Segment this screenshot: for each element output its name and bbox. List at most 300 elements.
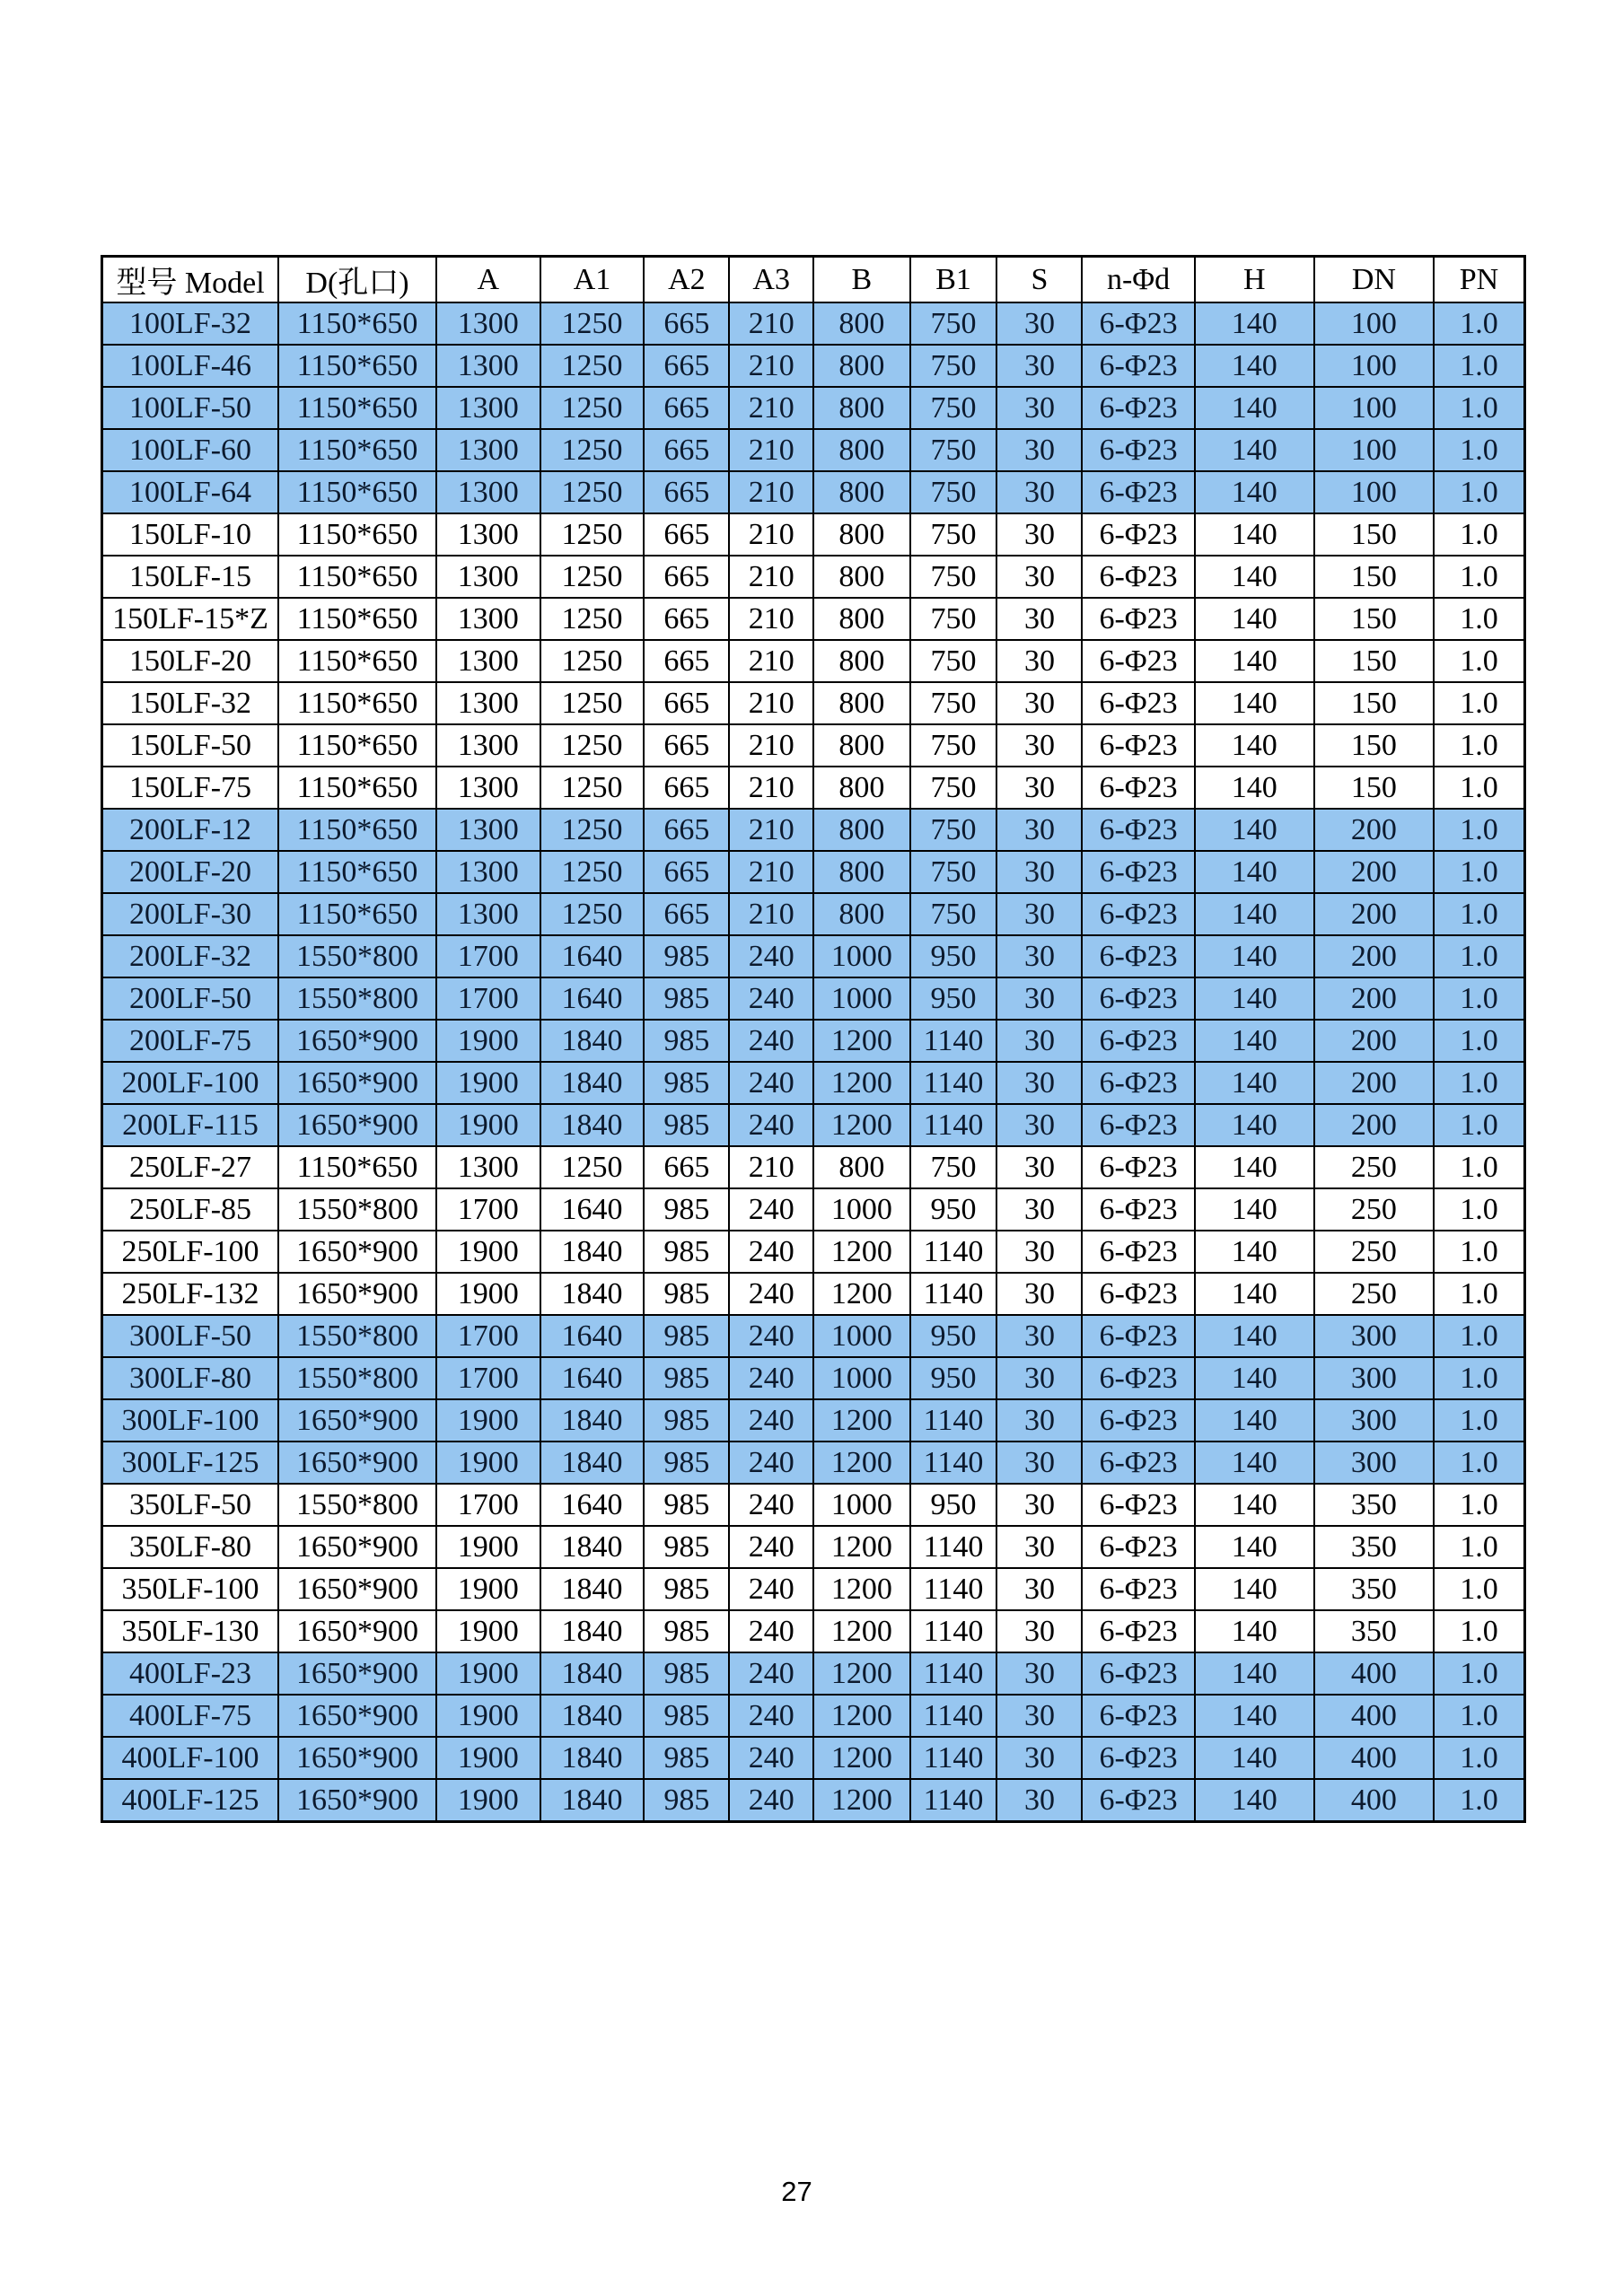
- table-cell: 140: [1195, 302, 1314, 345]
- table-cell: 1250: [540, 640, 645, 682]
- table-cell: 950: [910, 935, 997, 977]
- table-cell: 665: [644, 387, 729, 429]
- table-cell: 400LF-23: [102, 1652, 279, 1695]
- table-cell: 210: [729, 387, 813, 429]
- table-cell: 1840: [540, 1779, 645, 1822]
- table-row: [102, 1737, 1525, 1779]
- table-cell: 150: [1314, 724, 1434, 767]
- table-row: [102, 1695, 1525, 1737]
- table-cell: 665: [644, 471, 729, 513]
- table-cell: 140: [1195, 1568, 1314, 1610]
- table-cell: 1000: [813, 1357, 910, 1399]
- table-cell: 6-Φ23: [1082, 345, 1194, 387]
- table-cell: 400LF-125: [102, 1779, 279, 1822]
- table-cell: 210: [729, 640, 813, 682]
- table-row: [102, 1484, 1525, 1526]
- table-cell: 1.0: [1434, 1526, 1525, 1568]
- table-cell: 240: [729, 1526, 813, 1568]
- table-cell: 140: [1195, 1315, 1314, 1357]
- table-cell: 665: [644, 724, 729, 767]
- table-row: [102, 598, 1525, 640]
- table-cell: 1.0: [1434, 640, 1525, 682]
- table-cell: 1650*900: [278, 1610, 436, 1652]
- column-header: B1: [910, 257, 997, 303]
- table-cell: 100: [1314, 429, 1434, 471]
- table-cell: 1650*900: [278, 1062, 436, 1104]
- table-cell: 1640: [540, 1315, 645, 1357]
- table-cell: 300: [1314, 1399, 1434, 1442]
- table-cell: 1650*900: [278, 1779, 436, 1822]
- table-cell: 210: [729, 471, 813, 513]
- table-cell: 1.0: [1434, 513, 1525, 556]
- table-cell: 985: [644, 1273, 729, 1315]
- column-header: A: [436, 257, 540, 303]
- table-cell: 665: [644, 302, 729, 345]
- table-cell: 210: [729, 302, 813, 345]
- table-cell: 140: [1195, 1062, 1314, 1104]
- table-cell: 1.0: [1434, 556, 1525, 598]
- table-row: [102, 893, 1525, 935]
- table-cell: 1150*650: [278, 682, 436, 724]
- table-cell: 800: [813, 682, 910, 724]
- table-cell: 6-Φ23: [1082, 1273, 1194, 1315]
- table-cell: 240: [729, 1273, 813, 1315]
- table-cell: 1200: [813, 1568, 910, 1610]
- table-cell: 140: [1195, 977, 1314, 1020]
- table-cell: 6-Φ23: [1082, 1399, 1194, 1442]
- table-cell: 30: [996, 767, 1082, 809]
- table-cell: 210: [729, 809, 813, 851]
- table-cell: 1250: [540, 429, 645, 471]
- table-cell: 1140: [910, 1062, 997, 1104]
- table-cell: 1300: [436, 471, 540, 513]
- table-row: [102, 767, 1525, 809]
- table-cell: 100LF-64: [102, 471, 279, 513]
- table-cell: 665: [644, 429, 729, 471]
- table-cell: 150: [1314, 556, 1434, 598]
- table-cell: 985: [644, 1315, 729, 1357]
- table-cell: 750: [910, 724, 997, 767]
- table-cell: 1900: [436, 1695, 540, 1737]
- table-cell: 250LF-132: [102, 1273, 279, 1315]
- table-cell: 240: [729, 935, 813, 977]
- column-header: B: [813, 257, 910, 303]
- table-row: [102, 1231, 1525, 1273]
- table-cell: 350: [1314, 1526, 1434, 1568]
- table-cell: 1.0: [1434, 1062, 1525, 1104]
- table-cell: 1640: [540, 1484, 645, 1526]
- table-cell: 140: [1195, 513, 1314, 556]
- table-cell: 100: [1314, 302, 1434, 345]
- table-cell: 1150*650: [278, 387, 436, 429]
- table-cell: 1900: [436, 1104, 540, 1146]
- table-cell: 1150*650: [278, 851, 436, 893]
- table-cell: 1250: [540, 471, 645, 513]
- table-cell: 1150*650: [278, 302, 436, 345]
- table-cell: 750: [910, 429, 997, 471]
- table-cell: 30: [996, 1610, 1082, 1652]
- table-cell: 350LF-130: [102, 1610, 279, 1652]
- table-cell: 200: [1314, 893, 1434, 935]
- table-row: [102, 1188, 1525, 1231]
- table-cell: 1000: [813, 935, 910, 977]
- table-cell: 1150*650: [278, 429, 436, 471]
- table-row: [102, 1062, 1525, 1104]
- table-cell: 1650*900: [278, 1737, 436, 1779]
- table-cell: 140: [1195, 724, 1314, 767]
- table-cell: 6-Φ23: [1082, 1315, 1194, 1357]
- table-cell: 1700: [436, 1315, 540, 1357]
- column-header: A2: [644, 257, 729, 303]
- table-cell: 1700: [436, 977, 540, 1020]
- table-cell: 200LF-100: [102, 1062, 279, 1104]
- table-cell: 6-Φ23: [1082, 935, 1194, 977]
- table-cell: 750: [910, 767, 997, 809]
- table-cell: 800: [813, 767, 910, 809]
- table-cell: 1.0: [1434, 345, 1525, 387]
- table-cell: 1300: [436, 387, 540, 429]
- table-cell: 6-Φ23: [1082, 1020, 1194, 1062]
- table-cell: 30: [996, 1020, 1082, 1062]
- table-cell: 6-Φ23: [1082, 1737, 1194, 1779]
- table-cell: 6-Φ23: [1082, 640, 1194, 682]
- table-cell: 6-Φ23: [1082, 1188, 1194, 1231]
- table-cell: 1.0: [1434, 471, 1525, 513]
- table-cell: 1.0: [1434, 429, 1525, 471]
- table-cell: 6-Φ23: [1082, 471, 1194, 513]
- table-cell: 210: [729, 851, 813, 893]
- table-cell: 1.0: [1434, 767, 1525, 809]
- table-cell: 1550*800: [278, 1484, 436, 1526]
- table-cell: 750: [910, 513, 997, 556]
- table-cell: 200LF-12: [102, 809, 279, 851]
- table-cell: 1250: [540, 387, 645, 429]
- table-cell: 140: [1195, 387, 1314, 429]
- table-cell: 6-Φ23: [1082, 977, 1194, 1020]
- table-cell: 1900: [436, 1231, 540, 1273]
- table-cell: 210: [729, 429, 813, 471]
- table-cell: 30: [996, 1526, 1082, 1568]
- table-cell: 6-Φ23: [1082, 598, 1194, 640]
- table-cell: 30: [996, 1273, 1082, 1315]
- table-cell: 30: [996, 1188, 1082, 1231]
- table-cell: 140: [1195, 1188, 1314, 1231]
- table-cell: 210: [729, 767, 813, 809]
- table-cell: 1.0: [1434, 1104, 1525, 1146]
- table-cell: 1140: [910, 1104, 997, 1146]
- table-cell: 1.0: [1434, 809, 1525, 851]
- table-cell: 140: [1195, 1610, 1314, 1652]
- table-row: [102, 682, 1525, 724]
- table-cell: 1200: [813, 1779, 910, 1822]
- table-cell: 665: [644, 682, 729, 724]
- table-cell: 750: [910, 640, 997, 682]
- table-cell: 665: [644, 345, 729, 387]
- table-cell: 1200: [813, 1610, 910, 1652]
- table-cell: 1840: [540, 1020, 645, 1062]
- table-cell: 800: [813, 640, 910, 682]
- table-cell: 1250: [540, 851, 645, 893]
- column-header: H: [1195, 257, 1314, 303]
- table-row: [102, 1104, 1525, 1146]
- table-cell: 1140: [910, 1273, 997, 1315]
- table-cell: 140: [1195, 809, 1314, 851]
- table-cell: 240: [729, 1399, 813, 1442]
- table-cell: 30: [996, 1146, 1082, 1188]
- table-cell: 1840: [540, 1526, 645, 1568]
- table-cell: 985: [644, 1020, 729, 1062]
- table-cell: 1140: [910, 1399, 997, 1442]
- table-row: [102, 1020, 1525, 1062]
- table-row: [102, 513, 1525, 556]
- table-cell: 1900: [436, 1610, 540, 1652]
- table-cell: 1.0: [1434, 1652, 1525, 1695]
- table-cell: 200: [1314, 1104, 1434, 1146]
- table-cell: 1140: [910, 1442, 997, 1484]
- table-cell: 140: [1195, 767, 1314, 809]
- table-cell: 200: [1314, 851, 1434, 893]
- table-cell: 1640: [540, 1357, 645, 1399]
- table-cell: 1150*650: [278, 767, 436, 809]
- table-cell: 100: [1314, 387, 1434, 429]
- table-cell: 950: [910, 1315, 997, 1357]
- table-cell: 1200: [813, 1273, 910, 1315]
- table-cell: 1.0: [1434, 1568, 1525, 1610]
- table-cell: 240: [729, 1231, 813, 1273]
- table-cell: 665: [644, 893, 729, 935]
- table-row: [102, 471, 1525, 513]
- table-cell: 750: [910, 893, 997, 935]
- table-cell: 400LF-100: [102, 1737, 279, 1779]
- table-row: [102, 1568, 1525, 1610]
- table-cell: 985: [644, 1399, 729, 1442]
- table-cell: 950: [910, 1484, 997, 1526]
- table-row: [102, 1146, 1525, 1188]
- table-cell: 665: [644, 640, 729, 682]
- table-cell: 200LF-75: [102, 1020, 279, 1062]
- table-cell: 30: [996, 1779, 1082, 1822]
- table-cell: 250LF-100: [102, 1231, 279, 1273]
- table-cell: 665: [644, 767, 729, 809]
- table-cell: 150LF-15*Z: [102, 598, 279, 640]
- table-cell: 1250: [540, 1146, 645, 1188]
- table-cell: 210: [729, 513, 813, 556]
- table-row: [102, 1652, 1525, 1695]
- table-cell: 1550*800: [278, 1357, 436, 1399]
- table-cell: 6-Φ23: [1082, 809, 1194, 851]
- table-cell: 30: [996, 387, 1082, 429]
- table-cell: 400LF-75: [102, 1695, 279, 1737]
- table-cell: 1.0: [1434, 977, 1525, 1020]
- table-cell: 750: [910, 471, 997, 513]
- table-cell: 140: [1195, 640, 1314, 682]
- table-cell: 240: [729, 1568, 813, 1610]
- table-cell: 6-Φ23: [1082, 1146, 1194, 1188]
- table-cell: 400: [1314, 1695, 1434, 1737]
- table-cell: 240: [729, 1652, 813, 1695]
- table-cell: 1150*650: [278, 345, 436, 387]
- table-cell: 1200: [813, 1104, 910, 1146]
- table-cell: 1900: [436, 1779, 540, 1822]
- table-cell: 1000: [813, 1484, 910, 1526]
- table-cell: 1840: [540, 1610, 645, 1652]
- table-cell: 200LF-115: [102, 1104, 279, 1146]
- spec-table: [101, 255, 1526, 1823]
- table-cell: 1200: [813, 1020, 910, 1062]
- table-cell: 1840: [540, 1062, 645, 1104]
- table-cell: 6-Φ23: [1082, 302, 1194, 345]
- table-cell: 6-Φ23: [1082, 1779, 1194, 1822]
- table-cell: 1200: [813, 1442, 910, 1484]
- table-cell: 30: [996, 1357, 1082, 1399]
- table-cell: 140: [1195, 1146, 1314, 1188]
- table-cell: 250LF-27: [102, 1146, 279, 1188]
- table-cell: 210: [729, 345, 813, 387]
- table-cell: 985: [644, 1062, 729, 1104]
- table-cell: 140: [1195, 935, 1314, 977]
- table-cell: 800: [813, 302, 910, 345]
- table-cell: 30: [996, 724, 1082, 767]
- table-cell: 1140: [910, 1695, 997, 1737]
- column-header: PN: [1434, 257, 1525, 303]
- table-cell: 985: [644, 1442, 729, 1484]
- table-cell: 140: [1195, 1526, 1314, 1568]
- table-cell: 140: [1195, 1399, 1314, 1442]
- table-cell: 350LF-100: [102, 1568, 279, 1610]
- table-cell: 240: [729, 1104, 813, 1146]
- table-row: [102, 1526, 1525, 1568]
- table-cell: 1700: [436, 1188, 540, 1231]
- table-cell: 200LF-20: [102, 851, 279, 893]
- table-cell: 750: [910, 556, 997, 598]
- table-row: [102, 640, 1525, 682]
- table-row: [102, 1399, 1525, 1442]
- table-cell: 30: [996, 809, 1082, 851]
- table-cell: 985: [644, 1231, 729, 1273]
- table-cell: 800: [813, 851, 910, 893]
- table-cell: 30: [996, 1652, 1082, 1695]
- table-cell: 6-Φ23: [1082, 682, 1194, 724]
- table-cell: 150LF-10: [102, 513, 279, 556]
- table-cell: 800: [813, 429, 910, 471]
- table-cell: 1250: [540, 809, 645, 851]
- table-cell: 30: [996, 1568, 1082, 1610]
- table-cell: 665: [644, 809, 729, 851]
- table-cell: 1.0: [1434, 1231, 1525, 1273]
- table-cell: 210: [729, 1146, 813, 1188]
- table-cell: 1550*800: [278, 1315, 436, 1357]
- table-cell: 200LF-32: [102, 935, 279, 977]
- table-cell: 1550*800: [278, 935, 436, 977]
- table-cell: 30: [996, 1695, 1082, 1737]
- table-cell: 250: [1314, 1273, 1434, 1315]
- table-cell: 1900: [436, 1020, 540, 1062]
- table-cell: 6-Φ23: [1082, 429, 1194, 471]
- table-cell: 665: [644, 1146, 729, 1188]
- table-cell: 150: [1314, 598, 1434, 640]
- table-cell: 30: [996, 1442, 1082, 1484]
- table-cell: 6-Φ23: [1082, 513, 1194, 556]
- table-row: [102, 302, 1525, 345]
- table-cell: 400: [1314, 1652, 1434, 1695]
- table-cell: 6-Φ23: [1082, 1357, 1194, 1399]
- table-cell: 1150*650: [278, 556, 436, 598]
- table-cell: 140: [1195, 682, 1314, 724]
- table-cell: 1.0: [1434, 1610, 1525, 1652]
- table-cell: 200LF-30: [102, 893, 279, 935]
- table-cell: 6-Φ23: [1082, 851, 1194, 893]
- table-cell: 1650*900: [278, 1104, 436, 1146]
- table-cell: 1150*650: [278, 893, 436, 935]
- table-cell: 1640: [540, 977, 645, 1020]
- table-cell: 1300: [436, 767, 540, 809]
- table-cell: 140: [1195, 345, 1314, 387]
- table-cell: 1650*900: [278, 1695, 436, 1737]
- table-cell: 1650*900: [278, 1526, 436, 1568]
- table-cell: 30: [996, 1062, 1082, 1104]
- table-cell: 250: [1314, 1231, 1434, 1273]
- table-cell: 1.0: [1434, 1442, 1525, 1484]
- table-cell: 800: [813, 513, 910, 556]
- column-header: 型号 Model: [102, 257, 279, 303]
- column-header: A3: [729, 257, 813, 303]
- table-cell: 800: [813, 471, 910, 513]
- table-cell: 30: [996, 471, 1082, 513]
- table-cell: 1.0: [1434, 682, 1525, 724]
- table-cell: 1.0: [1434, 893, 1525, 935]
- table-cell: 1.0: [1434, 851, 1525, 893]
- table-row: [102, 1357, 1525, 1399]
- table-cell: 1840: [540, 1695, 645, 1737]
- table-cell: 1140: [910, 1231, 997, 1273]
- table-cell: 6-Φ23: [1082, 556, 1194, 598]
- table-cell: 800: [813, 809, 910, 851]
- table-cell: 985: [644, 1695, 729, 1737]
- table-cell: 300LF-125: [102, 1442, 279, 1484]
- table-cell: 300: [1314, 1357, 1434, 1399]
- table-cell: 1300: [436, 302, 540, 345]
- table-cell: 200: [1314, 809, 1434, 851]
- table-cell: 1140: [910, 1652, 997, 1695]
- table-cell: 1200: [813, 1652, 910, 1695]
- table-cell: 1000: [813, 1188, 910, 1231]
- table-cell: 750: [910, 387, 997, 429]
- table-cell: 210: [729, 724, 813, 767]
- table-cell: 1900: [436, 1399, 540, 1442]
- table-cell: 1650*900: [278, 1231, 436, 1273]
- table-cell: 665: [644, 556, 729, 598]
- column-header: A1: [540, 257, 645, 303]
- table-cell: 140: [1195, 1020, 1314, 1062]
- table-cell: 1650*900: [278, 1442, 436, 1484]
- table-cell: 150LF-15: [102, 556, 279, 598]
- table-cell: 100: [1314, 471, 1434, 513]
- table-cell: 750: [910, 345, 997, 387]
- table-cell: 1300: [436, 556, 540, 598]
- table-cell: 1650*900: [278, 1399, 436, 1442]
- table-cell: 200: [1314, 1062, 1434, 1104]
- table-cell: 1900: [436, 1442, 540, 1484]
- table-cell: 200: [1314, 1020, 1434, 1062]
- table-cell: 210: [729, 598, 813, 640]
- table-cell: 250LF-85: [102, 1188, 279, 1231]
- page-number: 27: [781, 2176, 812, 2207]
- table-cell: 240: [729, 977, 813, 1020]
- table-cell: 1.0: [1434, 1146, 1525, 1188]
- table-cell: 1840: [540, 1399, 645, 1442]
- table-row: [102, 387, 1525, 429]
- table-cell: 150LF-50: [102, 724, 279, 767]
